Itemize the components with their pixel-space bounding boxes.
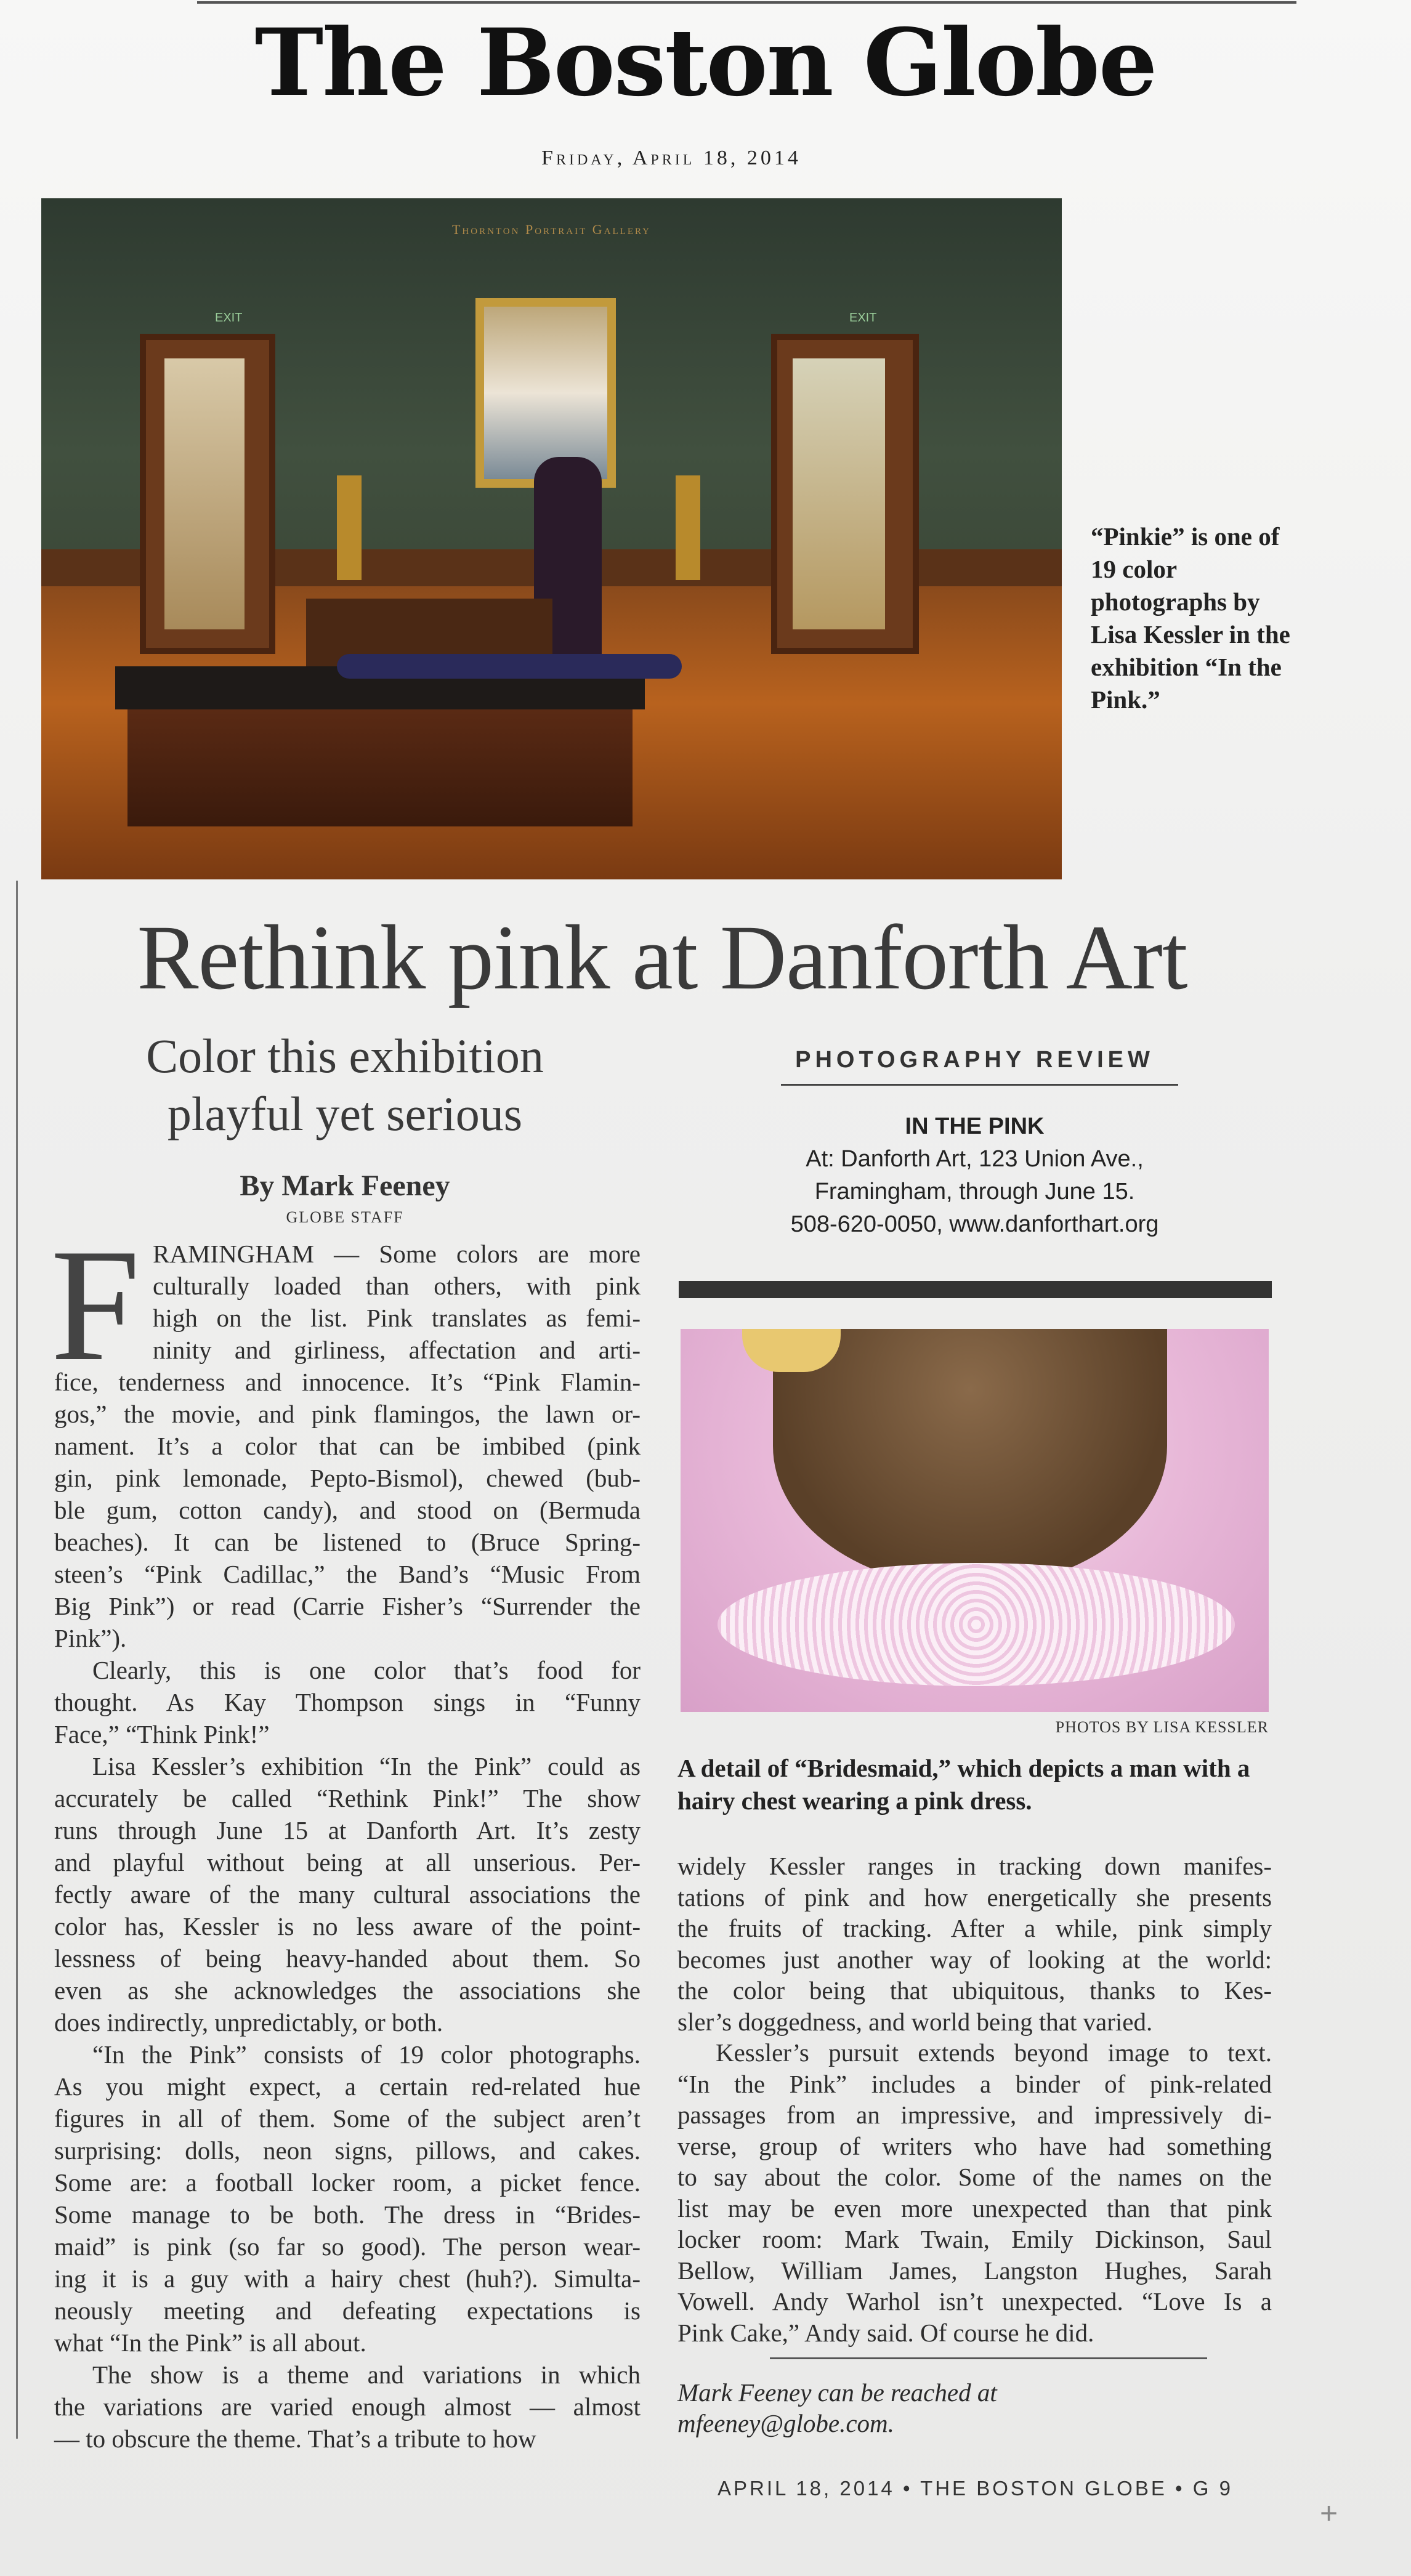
masthead-logo: The Boston Globe — [254, 9, 1157, 117]
kicker-underline — [781, 1084, 1178, 1086]
body-line: figures in all of them. Some of the subject aren’t — [54, 2104, 641, 2133]
body-line: “In the Pink” includes a binder of pink-related — [677, 2069, 1272, 2098]
pinkie-painting — [475, 298, 616, 488]
body-line: what “In the Pink” is all about. — [54, 2328, 366, 2357]
headline: Rethink pink at Danforth Art — [137, 906, 1187, 1009]
bottom-photo-caption: A detail of “Bridesmaid,” which depicts a man with a hairy chest wearing a pink dress. — [677, 1754, 1250, 1815]
woman-lying — [337, 654, 682, 679]
body-line: list may be even more unexpected than that pink — [677, 2194, 1272, 2223]
body-line: steen’s “Pink Cadillac,” the Band’s “Music From — [54, 1560, 641, 1588]
exit-sign: EXIT — [215, 311, 243, 325]
body-line: Clearly, this is one color that’s food for — [92, 1656, 641, 1684]
body-line: maid” is pink (so far so good). The person wear- — [54, 2232, 641, 2261]
body-line: sler’s doggedness, and world being that varied. — [677, 2007, 1153, 2036]
body-line: nament. It’s a color that can be imbibed (pink — [54, 1432, 641, 1460]
page-footer: APRIL 18, 2014 • THE BOSTON GLOBE • G 9 — [718, 2477, 1233, 2500]
body-line: the color being that ubiquitous, thanks to Kes- — [677, 1976, 1272, 2005]
deck-line: Color this exhibition — [146, 1029, 544, 1083]
deck-line: playful yet serious — [167, 1087, 523, 1141]
body-line: runs through June 15 at Danforth Art. It’s zesty — [54, 1816, 641, 1844]
photo-credit: PHOTOS BY LISA KESSLER — [1055, 1718, 1269, 1736]
byline: By Mark Feeney — [240, 1169, 450, 1202]
body-line: Face,” “Think Pink!” — [54, 1720, 270, 1748]
body-line: verse, group of writers who have had something — [677, 2131, 1272, 2160]
body-line: Some are: a football locker room, a picket fence. — [54, 2168, 641, 2197]
exhibition-info — [677, 1110, 1272, 1241]
body-line: “In the Pink” consists of 19 color photographs. — [92, 2040, 641, 2069]
body-line: the fruits of tracking. After a while, pink simply — [677, 1914, 1272, 1942]
end-rule — [770, 2357, 1207, 2359]
top-photo-caption: “Pinkie” is one of 19 color photographs by Lisa Kessler in the exhibition “In the Pink.” — [1091, 522, 1290, 714]
gallery-sign: Thornton Portrait Gallery — [451, 222, 652, 237]
body-line: gin, pink lemonade, Pepto-Bismol), chewed (bub- — [54, 1464, 641, 1492]
body-line: Bellow, William James, Langston Hughes, Sarah — [677, 2256, 1272, 2285]
exhibition-venue: At: Danforth Art, 123 Union Ave., — [806, 1146, 1144, 1172]
body-line: neously meeting and defeating expectations is — [54, 2296, 641, 2325]
article-body-left — [54, 1238, 641, 2455]
author-email: mfeeney@globe.com. — [677, 2409, 894, 2437]
body-line: tations of pink and how energetically she presents — [677, 1883, 1272, 1912]
signoff-line: Mark Feeney can be reached at — [677, 2378, 997, 2407]
bridesmaid-photo — [681, 1329, 1269, 1712]
body-line: and playful without being at all unserious. Per- — [54, 1848, 641, 1876]
body-line: the variations are varied enough almost — almost — [54, 2392, 641, 2421]
exhibition-contact: 508-620-0050, www.danforthart.org — [790, 1211, 1159, 1237]
registration-mark: + — [1320, 2496, 1338, 2530]
exhibition-title: IN THE PINK — [905, 1113, 1045, 1139]
gallery-photo: Thornton Portrait Gallery EXIT EXIT — [41, 198, 1062, 879]
body-line: As you might expect, a certain red-related hue — [54, 2072, 641, 2101]
body-line: ing it is a guy with a hairy chest (huh?). Simulta- — [54, 2264, 641, 2293]
body-line: Big Pink”) or read (Carrie Fisher’s “Surrender the — [54, 1592, 641, 1620]
body-line: becomes just another way of looking at the world: — [677, 1945, 1272, 1974]
body-line: Lisa Kessler’s exhibition “In the Pink” could as — [92, 1752, 641, 1780]
exhibition-dates: Framingham, through June 15. — [814, 1179, 1135, 1205]
byline-affiliation: GLOBE STAFF — [286, 1208, 404, 1226]
body-line: widely Kessler ranges in tracking down manifes- — [677, 1852, 1272, 1880]
body-line: Some manage to be both. The dress in “Brides- — [54, 2200, 641, 2229]
body-line: The show is a theme and variations in which — [92, 2360, 641, 2389]
body-line: Kessler’s pursuit extends beyond image to text. — [716, 2038, 1272, 2067]
body-line: fice, tenderness and innocence. It’s “Pink Flamin- — [54, 1368, 641, 1396]
section-bar — [679, 1281, 1272, 1298]
body-line: lessness of being heavy-handed about them. So — [54, 1944, 641, 1972]
issue-date: Friday, April 18, 2014 — [541, 147, 801, 169]
body-line: Vowell. Andy Warhol isn’t unexpected. “Love Is a — [677, 2287, 1272, 2316]
body-line: locker room: Mark Twain, Emily Dickinson, Saul — [677, 2225, 1272, 2253]
body-line: ble gum, cotton candy), and stood on (Bermuda — [54, 1496, 641, 1524]
body-line: thought. As Kay Thompson sings in “Funny — [54, 1688, 641, 1716]
body-line: fectly aware of the many cultural associations the — [54, 1880, 641, 1908]
body-line: color has, Kessler is no less aware of the point- — [54, 1912, 641, 1940]
body-line: surprising: dolls, neon signs, pillows, and cakes. — [54, 2136, 641, 2165]
body-line: to say about the color. Some of the names on the — [677, 2163, 1272, 2191]
body-line: Pink”). — [54, 1624, 127, 1652]
article-body-right — [677, 1851, 1272, 2348]
deck — [74, 1027, 616, 1143]
review-kicker: PHOTOGRAPHY REVIEW — [795, 1047, 1154, 1073]
body-line: RAMINGHAM — Some colors are more — [153, 1240, 641, 1268]
body-line: Pink Cake,” Andy said. Of course he did. — [677, 2318, 1094, 2347]
column-rule — [16, 881, 18, 2439]
body-line: beaches). It can be listened to (Bruce Spring- — [54, 1528, 641, 1556]
body-line: — to obscure the theme. That’s a tribute to how — [54, 2425, 536, 2453]
drop-cap: F — [51, 1216, 140, 1394]
author-contact — [677, 2377, 1272, 2439]
masthead-rule — [197, 1, 1296, 4]
body-line: passages from an impressive, and impressively di- — [677, 2101, 1272, 2129]
body-line: ninity and girliness, affectation and arti- — [153, 1336, 641, 1364]
body-line: culturally loaded than others, with pink — [153, 1272, 641, 1300]
body-line: accurately be called “Rethink Pink!” The show — [54, 1784, 641, 1812]
body-line: gos,” the movie, and pink flamingos, the lawn or- — [54, 1400, 641, 1428]
body-line: high on the list. Pink translates as femi- — [153, 1304, 641, 1332]
body-line: does indirectly, unpredictably, or both. — [54, 2008, 443, 2037]
body-line: even as she acknowledges the associations she — [54, 1976, 641, 2005]
